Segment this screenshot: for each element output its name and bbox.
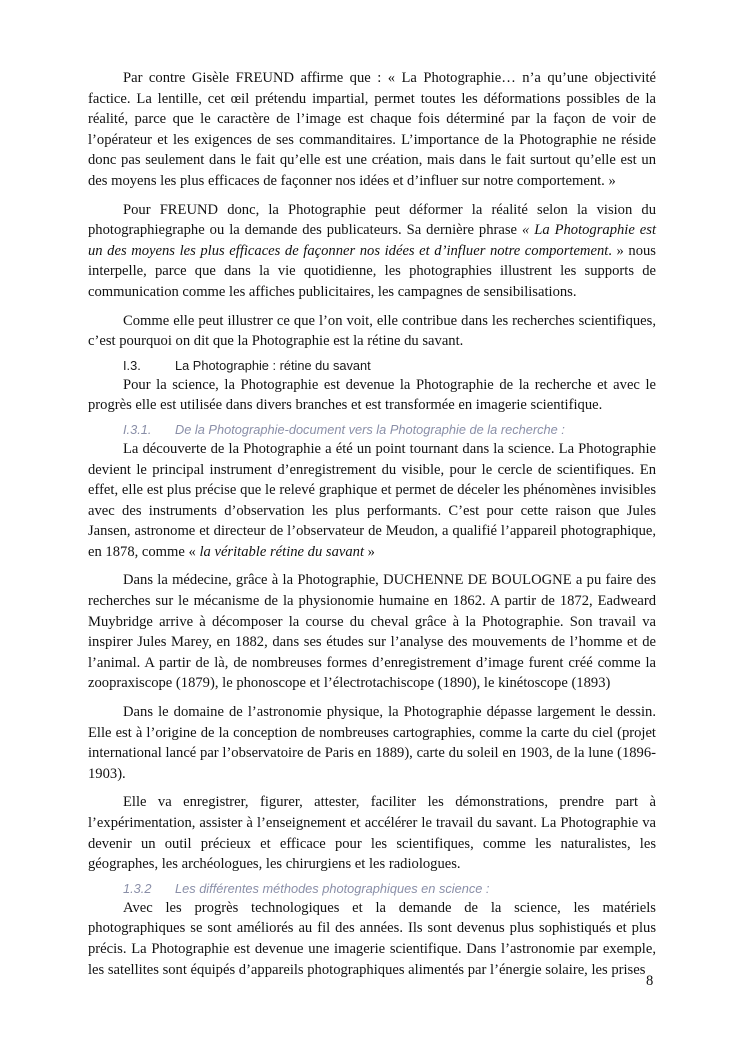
- paragraph-text: . » nous interpelle, parce que dans la vie quotidienne, les photographies illustrent les supports de communication comme les affiches publicitaires, les campagnes de sensibilisations.: [88, 242, 656, 300]
- document-page: [88, 68, 656, 988]
- section-title: De la Photographie-document vers la Photographie de la recherche :: [175, 421, 565, 437]
- section-number: I.3.1.: [123, 421, 152, 437]
- section-heading-1-3-1: [88, 420, 656, 439]
- section-title: La Photographie : rétine du savant: [175, 357, 371, 373]
- paragraph-text: Dans le domaine de l’astronomie physique, la Photographie dépasse largement le dessin. Elle est à l’origine de la conception de nombreuses cartographies, comme la carte du ciel (projet international lancé par l’observatoire de Paris en 1889), carte du soleil en 1903, de la lune (1896-1903).: [88, 704, 656, 782]
- section-title: Les différentes méthodes photographiques en science :: [175, 880, 490, 896]
- section-number: 1.3.2: [123, 880, 152, 896]
- paragraph-freund-quote: [88, 68, 656, 192]
- paragraph-freund-analysis: [88, 200, 656, 303]
- paragraph-text: »: [364, 543, 375, 560]
- italic-quote: la véritable rétine du savant: [199, 543, 365, 560]
- paragraph-text: Elle va enregistrer, figurer, attester, faciliter les démonstrations, prendre part à l’expérimentation, assister à l’enseignement et accélérer le travail du savant. La Photographie va devenir un outil précieux et efficace pour les scientifiques, comme les naturalistes, les géographes, les archéologues, les chirurgiens et les radiologues.: [88, 794, 656, 873]
- paragraph-decouverte: [88, 439, 656, 563]
- italic-quote: « La Photographie est un des moyens les plus efficaces de façonner nos idées et d’influer notre comportement: [88, 222, 656, 259]
- paragraph-text: Comme elle peut illustrer ce que l’on voit, elle contribue dans les recherches scientifiques, c’est pourquoi on dit que la Photographie est la rétine du savant.: [88, 312, 656, 350]
- section-heading-1-3-2: [88, 879, 656, 898]
- paragraph-progres: [88, 898, 656, 980]
- section-heading-1-3: [88, 356, 656, 375]
- section-number: I.3.: [123, 357, 141, 373]
- paragraph-text: Dans la médecine, grâce à la Photographie, DUCHENNE DE BOULOGNE a pu faire des recherches sur le mécanisme de la physionomie humaine en 1862. A partir de 1872, Eadweard Muybridge arrive à décomposer la course du cheval grâce à la Photographie. Son travail va inspirer Jules Marey, en 1882, dans ses études sur l’analyse des mouvements de l’homme et de l’animal. A partir de là, de nombreuses formes d’enregistrement d’image furent créé comme la zoopraxiscope (1879), le phonoscope et l’électrotachiscope (1890), le kinétoscope (1893): [88, 572, 656, 692]
- page-number: 8: [646, 973, 654, 989]
- paragraph-text: Avec les progrès technologiques et la demande de la science, les matériels photographiques se sont améliorés au fil des années. Ils sont devenus plus sophistiqués et plus précis. La Photographie est devenue une imagerie scientifique. Dans l’astronomie par exemple, les satellites sont équipés d’appareils photographiques alimentés par l’énergie solaire, les prises: [88, 899, 656, 978]
- paragraph-text: Pour la science, la Photographie est devenue la Photographie de la recherche et avec le progrès elle est utilisée dans divers branches et est transformée en imagerie scientifique.: [88, 376, 656, 414]
- paragraph-text: La découverte de la Photographie a été un point tournant dans la science. La Photographie devient le principal instrument d’enregistrement du visible, pour le cercle de scientifiques. En effet, elle est plus précise que le relevé graphique et permet de déceler les phénomènes invisibles avec des instruments d’observation les plus performants. C’est pour cette raison que Jules Jansen, astronome et directeur de l’observateur de Meudon, a qualifié l’appareil photographique, en 1878, comme «: [88, 440, 656, 560]
- paragraph-text: Par contre Gisèle FREUND affirme que : « La Photographie… n’a qu’une objectivité factice. La lentille, cet œil prétendu impartial, permet toutes les déformations possibles de la réalité, parce que le caractère de l’image est chaque fois déterminé par la façon de voir de l’opérateur et les exigences de ses commanditaires. L’importance de la Photographie ne réside donc pas seulement dans le fait qu’elle est une création, mais dans le fait surtout qu’elle est un des moyens les plus efficaces de façonner nos idées et d’influer sur notre comportement. »: [88, 70, 656, 189]
- paragraph-retine: [88, 311, 656, 352]
- paragraph-astronomie: [88, 702, 656, 784]
- paragraph-science: [88, 375, 656, 416]
- paragraph-text: Pour FREUND donc, la Photographie peut déformer la réalité selon la vision du photographiegraphe ou la demande des publicateurs. Sa dernière phrase: [88, 201, 656, 239]
- paragraph-medecine: [88, 570, 656, 694]
- paragraph-enregistrer: [88, 792, 656, 874]
